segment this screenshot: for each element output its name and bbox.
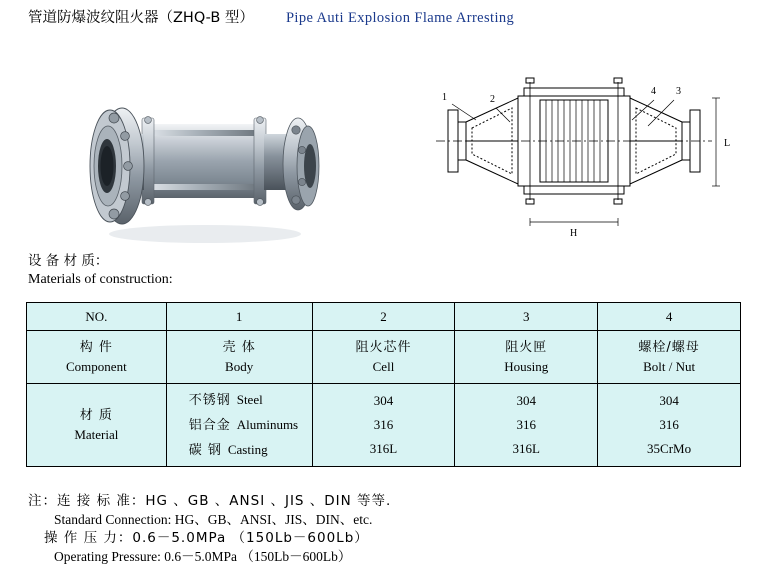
callout-3: 3	[676, 86, 681, 97]
note-connection-en: Standard Connection: HG、GB、ANSI、JIS、DIN、etc.	[54, 511, 373, 527]
component-housing-en: Housing	[504, 359, 549, 374]
material-cell-3: 316L	[369, 441, 398, 456]
cell-component-bolt	[598, 331, 741, 384]
component-label-en: Component	[66, 359, 127, 374]
materials-table	[26, 302, 741, 467]
material-cell-2: 316	[373, 417, 394, 432]
material-bolt-1: 304	[659, 393, 679, 408]
material-body-en-1: Steel	[236, 391, 263, 407]
component-body-cn: 壳 体	[222, 340, 256, 355]
technical-drawing	[400, 38, 748, 248]
callout-1: 1	[442, 92, 447, 103]
note-pressure-en: Operating Pressure: 0.6－5.0MPa （150Lb－600Lb）	[54, 548, 352, 564]
material-housing-3: 316L	[512, 441, 540, 456]
note-line-3	[28, 529, 748, 548]
cell-material-body	[166, 384, 312, 467]
callout-L: L	[724, 138, 731, 149]
cell-component-body	[166, 331, 312, 384]
material-body-en-2: Aluminums	[236, 416, 299, 432]
product-photo-svg	[30, 38, 370, 256]
material-bolt-2: 316	[659, 417, 679, 432]
note-line-4	[28, 548, 748, 567]
cell-material-bolt	[598, 384, 741, 467]
component-bolt-cn: 螺栓/螺母	[638, 340, 700, 355]
component-label-cn: 构 件	[79, 340, 113, 355]
cell-no-1: 1	[166, 303, 312, 331]
component-housing-cn: 阻火匣	[505, 340, 548, 355]
material-housing-2: 316	[516, 417, 537, 432]
material-body-line-3	[167, 438, 312, 463]
cell-component-cell	[312, 331, 455, 384]
material-body-line-1	[167, 388, 312, 413]
material-label-en: Material	[74, 427, 119, 442]
material-body-en-3: Casting	[227, 441, 268, 457]
callout-4: 4	[651, 86, 656, 97]
technical-drawing-svg	[400, 38, 748, 248]
material-body-line-2	[167, 413, 312, 438]
callout-2: 2	[490, 94, 495, 105]
notes-block	[28, 492, 748, 566]
page-title	[28, 6, 748, 30]
cell-component-label	[27, 331, 167, 384]
cell-material-housing	[455, 384, 598, 467]
material-housing-1: 304	[516, 393, 537, 408]
note-connection-cn: 注：连 接 标 准：HG 、GB 、ANSI 、JIS 、DIN 等等.	[28, 493, 392, 509]
cell-component-housing	[455, 331, 598, 384]
component-bolt-en: Bolt / Nut	[643, 359, 696, 374]
component-body-en: Body	[225, 359, 254, 374]
material-cell-1: 304	[373, 393, 394, 408]
note-line-2	[28, 511, 748, 530]
cell-material-cell	[312, 384, 455, 467]
note-pressure-cn: 操 作 压 力：0.6－5.0MPa （150Lb－600Lb）	[44, 530, 369, 546]
component-cell-en: Cell	[372, 359, 395, 374]
title-chinese: 管道防爆波纹阻火器（ZHQ-B 型）	[28, 10, 254, 26]
table-row-material	[27, 384, 741, 467]
title-english: Pipe Auti Explosion Flame Arresting	[285, 10, 515, 26]
cell-no-3: 3	[455, 303, 598, 331]
cell-no-4: 4	[598, 303, 741, 331]
material-body-cn-1: 不锈钢	[188, 392, 231, 408]
callout-H: H	[570, 228, 578, 239]
table-row-component	[27, 331, 741, 384]
material-body-cn-2: 铝合金	[188, 417, 231, 433]
component-cell-cn: 阻火芯件	[355, 340, 412, 355]
product-photo	[30, 38, 370, 256]
table-row-no	[27, 303, 741, 331]
material-bolt-3: 35CrMo	[647, 441, 692, 456]
materials-heading-chinese: 设 备 材 质：	[28, 253, 109, 269]
note-line-1	[28, 492, 748, 511]
cell-no-header: NO.	[27, 303, 167, 331]
material-label-cn: 材 质	[79, 408, 113, 423]
cell-material-label	[27, 384, 167, 467]
material-body-cn-3: 碳 钢	[188, 442, 222, 458]
cell-no-2: 2	[312, 303, 455, 331]
materials-heading-english: Materials of construction:	[28, 272, 173, 287]
